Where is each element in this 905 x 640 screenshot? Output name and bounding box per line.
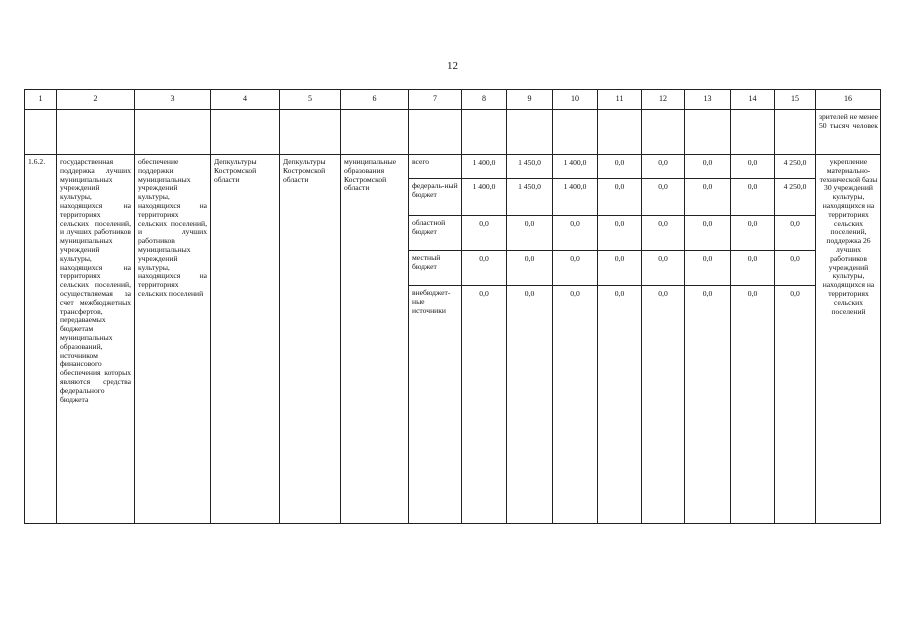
header-cell: 8 bbox=[462, 90, 507, 110]
header-cell: 5 bbox=[280, 90, 341, 110]
header-cell: 16 bbox=[816, 90, 881, 110]
participants: муниципальные образования Костромской области bbox=[341, 155, 409, 524]
amount-cell: 0,0 bbox=[775, 251, 816, 286]
amount-cell: 0,0 bbox=[642, 286, 685, 524]
funding-source-label: всего bbox=[409, 155, 462, 179]
amount-cell: 0,0 bbox=[642, 179, 685, 216]
amount-cell: 0,0 bbox=[598, 286, 642, 524]
amount-cell: 0,0 bbox=[685, 179, 731, 216]
amount-cell: 0,0 bbox=[685, 155, 731, 179]
amount-cell: 0,0 bbox=[598, 179, 642, 216]
header-cell: 1 bbox=[25, 90, 57, 110]
empty-cell bbox=[731, 110, 775, 155]
header-cell: 15 bbox=[775, 90, 816, 110]
amount-cell: 0,0 bbox=[598, 216, 642, 251]
funding-source-label: федераль-ный бюджет bbox=[409, 179, 462, 216]
header-cell: 14 bbox=[731, 90, 775, 110]
amount-cell: 0,0 bbox=[598, 251, 642, 286]
amount-cell: 0,0 bbox=[507, 251, 553, 286]
amount-cell: 0,0 bbox=[507, 286, 553, 524]
amount-cell: 1 400,0 bbox=[462, 179, 507, 216]
empty-cell bbox=[135, 110, 211, 155]
amount-cell: 0,0 bbox=[731, 286, 775, 524]
amount-cell: 0,0 bbox=[598, 155, 642, 179]
event-name: государственная поддержка лучших муниципальных учреждений культуры, находящихся на территориях сельских поселений, и лучших работников муниципальных учреждений культуры, находящихся на территориях сельских поселений, осуществляемая за счет межбюджетных трансфертов, передаваемых бюджетам муниципальных образований, источником финансового обеспечения которых являются средства федерального бюджета bbox=[57, 155, 135, 524]
amount-cell: 1 400,0 bbox=[553, 155, 598, 179]
empty-cell bbox=[341, 110, 409, 155]
amount-cell: 0,0 bbox=[731, 216, 775, 251]
amount-cell: 0,0 bbox=[553, 216, 598, 251]
empty-cell bbox=[25, 110, 57, 155]
amount-cell: 4 250,0 bbox=[775, 179, 816, 216]
empty-cell bbox=[409, 110, 462, 155]
expected-result: укрепление материально-технической базы 30 учреждений культуры, находящихся на территориях сельских поселений, поддержка 26 лучших работников учреждений культуры, находящихся на территориях сельских поселений bbox=[816, 155, 881, 524]
amount-cell: 0,0 bbox=[731, 251, 775, 286]
funding-source-label: местный бюджет bbox=[409, 251, 462, 286]
header-cell: 10 bbox=[553, 90, 598, 110]
amount-cell: 0,0 bbox=[462, 286, 507, 524]
amount-cell: 1 450,0 bbox=[507, 179, 553, 216]
amount-cell: 0,0 bbox=[775, 286, 816, 524]
empty-cell bbox=[462, 110, 507, 155]
header-cell: 3 bbox=[135, 90, 211, 110]
continuation-text: зрителей не менее 50 тысяч человек bbox=[816, 110, 881, 155]
amount-cell: 4 250,0 bbox=[775, 155, 816, 179]
amount-cell: 0,0 bbox=[553, 251, 598, 286]
amount-cell: 0,0 bbox=[553, 286, 598, 524]
header-cell: 7 bbox=[409, 90, 462, 110]
page-number: 12 bbox=[447, 60, 458, 72]
empty-cell bbox=[57, 110, 135, 155]
event-goal: обеспечение поддержки муниципальных учреждений культуры, находящихся на территориях сельских поселений, и лучших работников муниципальных учреждений культуры, находящихся на территориях сельских поселений bbox=[135, 155, 211, 524]
source-row-total bbox=[25, 155, 881, 179]
amount-cell: 0,0 bbox=[462, 251, 507, 286]
empty-cell bbox=[685, 110, 731, 155]
amount-cell: 1 400,0 bbox=[553, 179, 598, 216]
continuation-row bbox=[25, 110, 881, 155]
empty-cell bbox=[280, 110, 341, 155]
amount-cell: 0,0 bbox=[642, 216, 685, 251]
amount-cell: 0,0 bbox=[731, 155, 775, 179]
empty-cell bbox=[211, 110, 280, 155]
header-cell: 6 bbox=[341, 90, 409, 110]
funding-source-label: областной бюджет bbox=[409, 216, 462, 251]
empty-cell bbox=[775, 110, 816, 155]
amount-cell: 0,0 bbox=[685, 286, 731, 524]
amount-cell: 0,0 bbox=[507, 216, 553, 251]
responsible-executor: Депкультуры Костромской области bbox=[211, 155, 280, 524]
header-cell: 4 bbox=[211, 90, 280, 110]
amount-cell: 0,0 bbox=[685, 216, 731, 251]
amount-cell: 1 450,0 bbox=[507, 155, 553, 179]
program-table bbox=[24, 89, 881, 524]
amount-cell: 0,0 bbox=[642, 251, 685, 286]
header-cell: 11 bbox=[598, 90, 642, 110]
header-cell: 2 bbox=[57, 90, 135, 110]
header-cell: 9 bbox=[507, 90, 553, 110]
amount-cell: 1 400,0 bbox=[462, 155, 507, 179]
empty-cell bbox=[507, 110, 553, 155]
header-row bbox=[25, 90, 881, 110]
amount-cell: 0,0 bbox=[731, 179, 775, 216]
empty-cell bbox=[642, 110, 685, 155]
funding-source-label: внебюджет-ные источники bbox=[409, 286, 462, 524]
empty-cell bbox=[598, 110, 642, 155]
empty-cell bbox=[553, 110, 598, 155]
amount-cell: 0,0 bbox=[462, 216, 507, 251]
item-number: 1.6.2. bbox=[25, 155, 57, 524]
header-cell: 12 bbox=[642, 90, 685, 110]
co-executor: Депкультуры Костромской области bbox=[280, 155, 341, 524]
amount-cell: 0,0 bbox=[775, 216, 816, 251]
header-cell: 13 bbox=[685, 90, 731, 110]
amount-cell: 0,0 bbox=[642, 155, 685, 179]
amount-cell: 0,0 bbox=[685, 251, 731, 286]
